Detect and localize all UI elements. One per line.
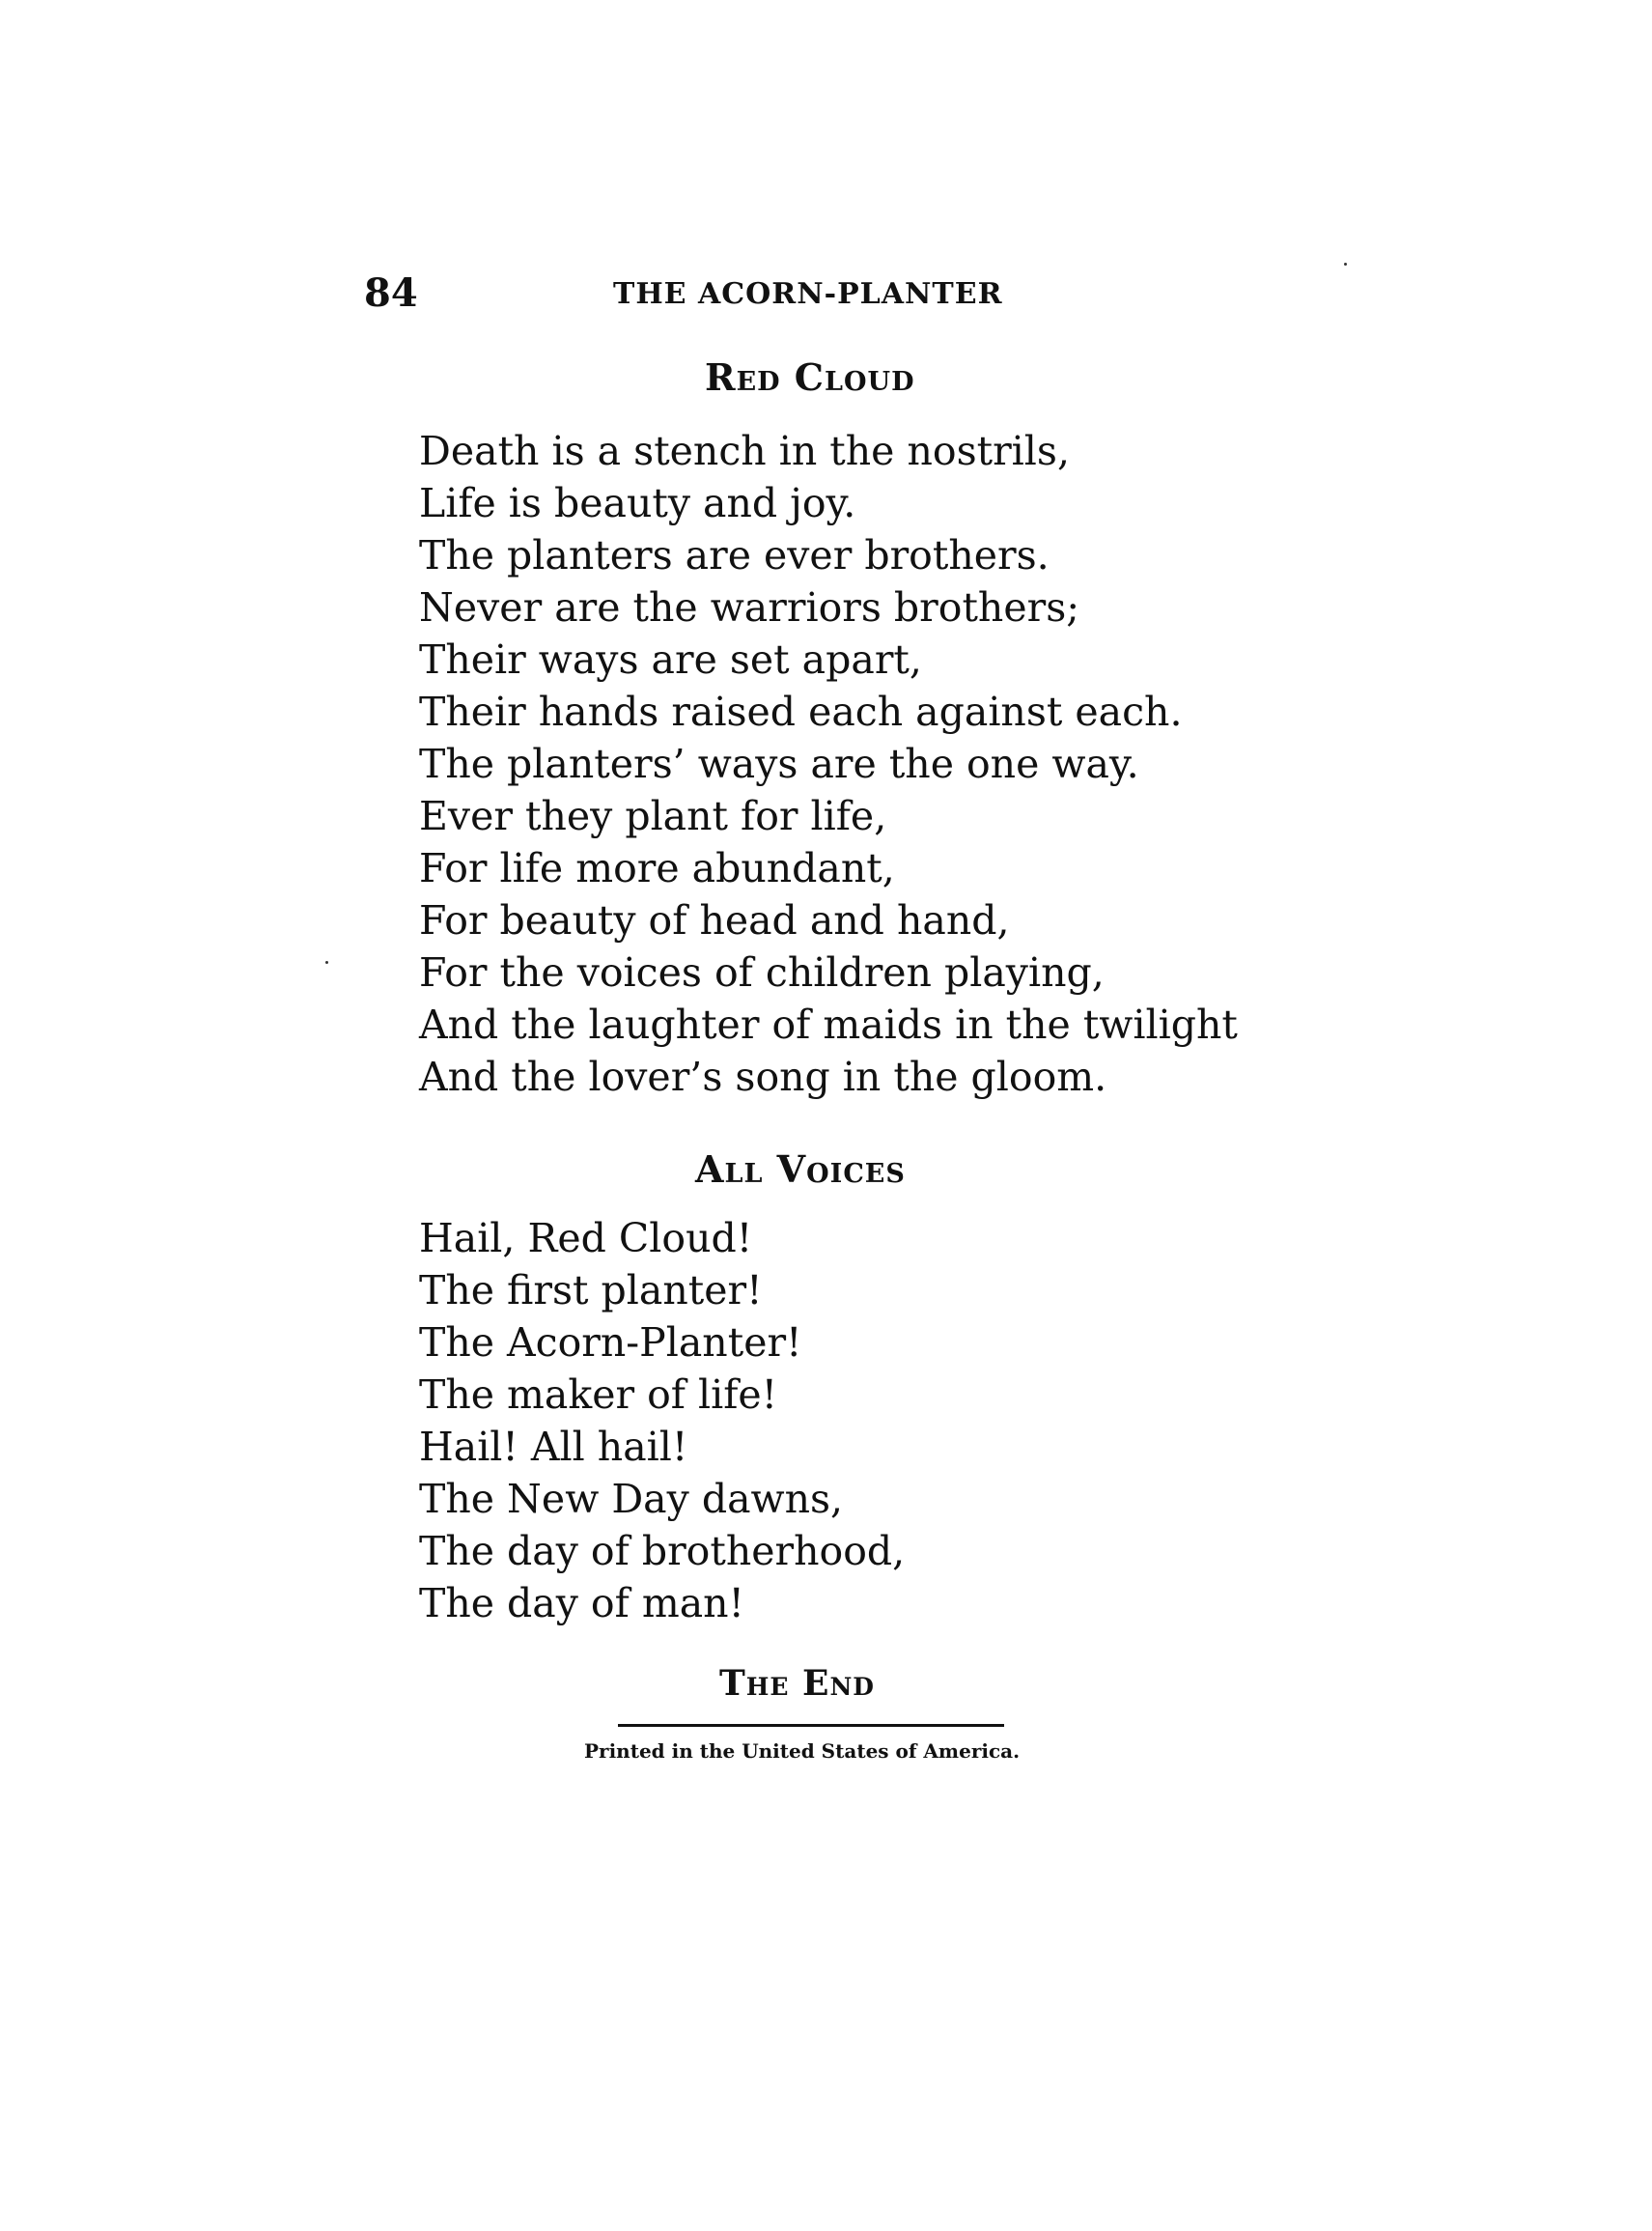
divider-rule	[618, 1724, 1004, 1727]
verse-line: The day of man!	[419, 1580, 745, 1626]
verse-line: The New Day dawns,	[419, 1476, 844, 1522]
scan-speck	[325, 961, 328, 964]
the-end-label: The End	[719, 1663, 875, 1704]
printer-imprint: Printed in the United States of America.	[584, 1739, 1021, 1763]
verse-line: And the lover’s song in the gloom.	[419, 1054, 1107, 1100]
verse-line: And the laughter of maids in the twilight	[419, 1002, 1238, 1048]
page-number: 84	[364, 270, 418, 316]
verse-line: Death is a stench in the nostrils,	[419, 428, 1070, 474]
verse-line: The Acorn-Planter!	[419, 1319, 802, 1366]
verse-line: For life more abundant,	[419, 845, 895, 891]
speaker-heading-all-voices: All Voices	[695, 1147, 906, 1191]
verse-line: For the voices of children playing,	[419, 949, 1105, 996]
verse-block-red-cloud	[419, 425, 1238, 1103]
speaker-heading-red-cloud: Red Cloud	[705, 355, 915, 399]
running-title: THE ACORN-PLANTER	[613, 277, 1003, 311]
verse-line: The maker of life!	[419, 1371, 778, 1418]
verse-line: Never are the warriors brothers;	[419, 584, 1080, 631]
scan-speck	[1344, 263, 1347, 266]
verse-line: For beauty of head and hand,	[419, 897, 1010, 944]
verse-line: Hail! All hail!	[419, 1424, 688, 1470]
verse-block-all-voices	[419, 1212, 905, 1629]
verse-line: The day of brotherhood,	[419, 1528, 906, 1574]
verse-line: Their hands raised each against each.	[419, 689, 1183, 735]
verse-line: Hail, Red Cloud!	[419, 1215, 753, 1261]
verse-line: The planters are ever brothers.	[419, 532, 1050, 579]
verse-line: Their ways are set apart,	[419, 636, 922, 683]
verse-line: Life is beauty and joy.	[419, 480, 856, 526]
verse-line: The first planter!	[419, 1267, 763, 1313]
verse-line: Ever they plant for life,	[419, 793, 887, 839]
verse-line: The planters’ ways are the one way.	[419, 741, 1139, 787]
